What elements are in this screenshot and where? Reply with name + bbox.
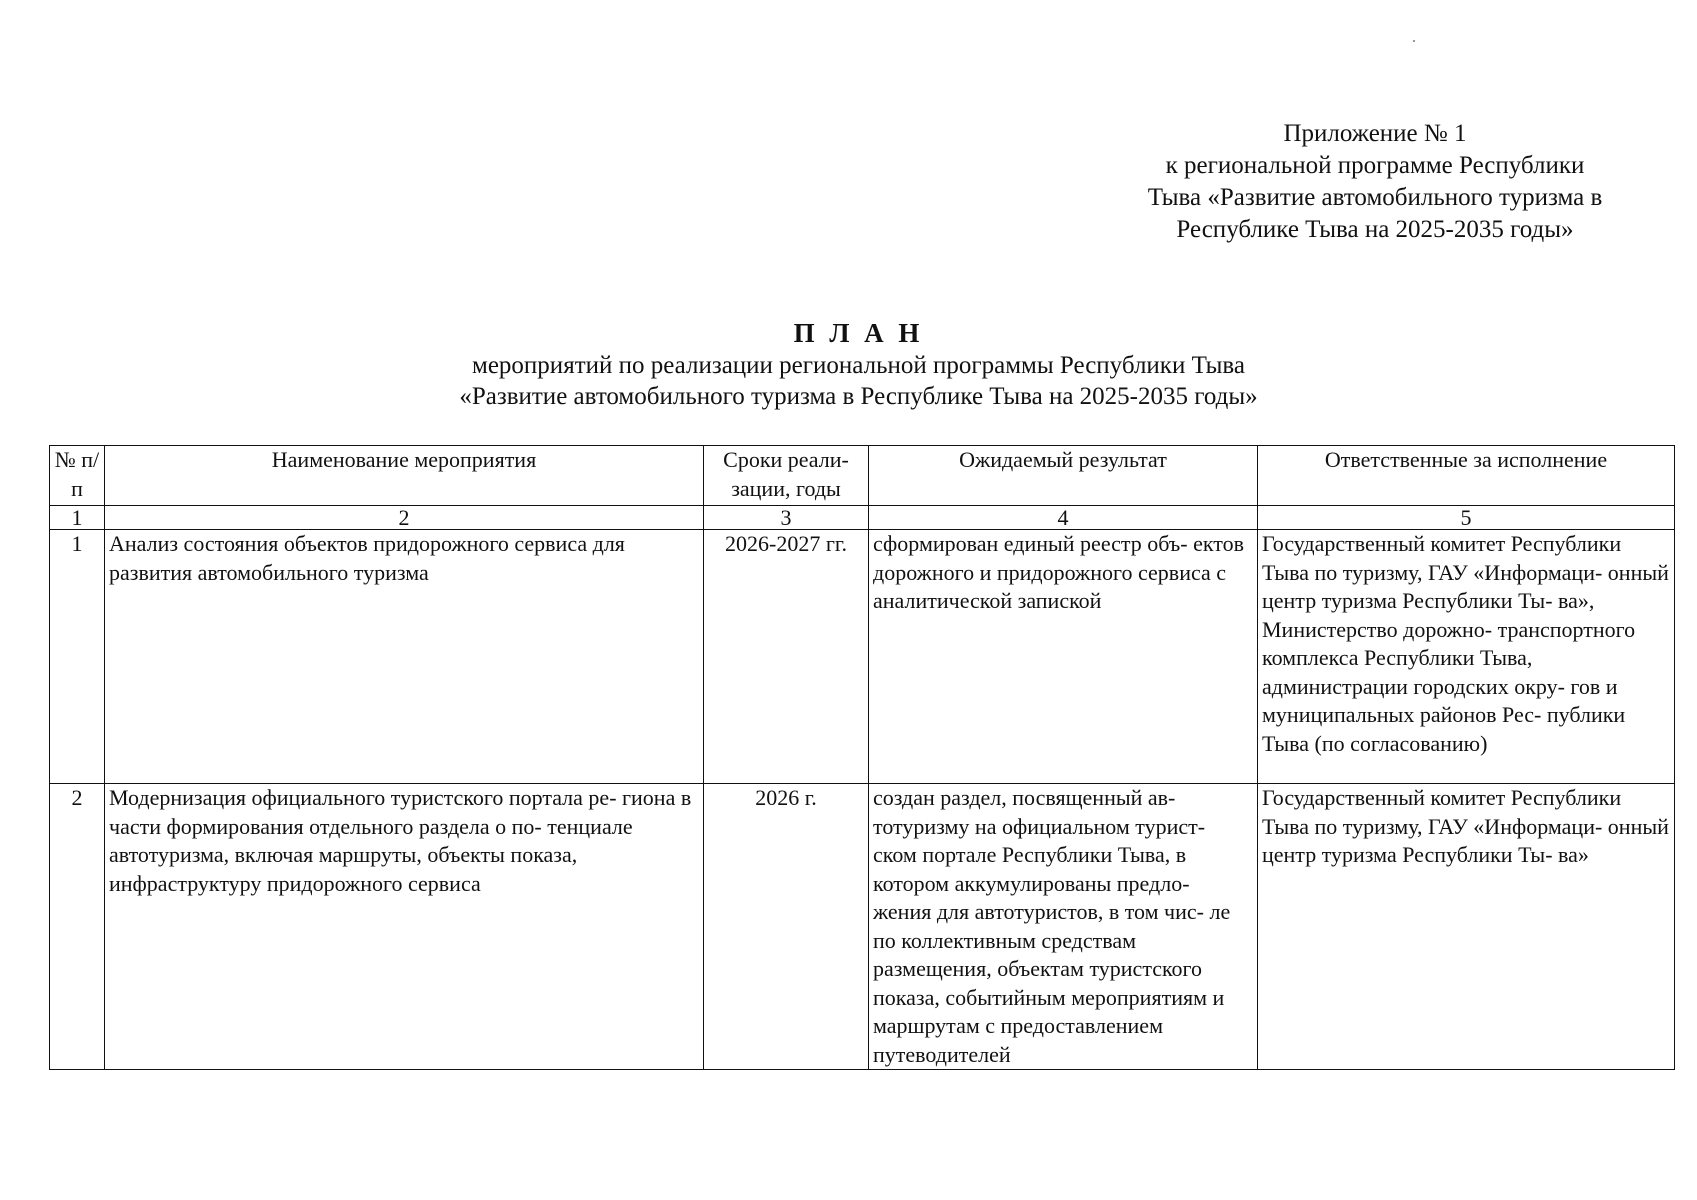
column-number: 1: [50, 506, 105, 530]
plan-subtitle-line: мероприятий по реализации региональной программы Республики Тыва: [472, 352, 1245, 379]
appendix-line: Тыва «Развитие автомобильного туризма в: [1147, 184, 1603, 211]
row-number: 2: [50, 784, 105, 1070]
appendix-line: Республике Тыва на 2025-2035 годы»: [1176, 216, 1574, 243]
document-title: [0, 316, 1697, 412]
appendix-line: к региональной программе Республики: [1165, 152, 1585, 179]
table-row: [50, 530, 1675, 784]
column-number-row: [50, 506, 1675, 530]
header-activity: Наименование мероприятия: [105, 446, 704, 506]
plan-table: [49, 445, 1675, 1070]
expected-result: создан раздел, посвященный ав- тотуризму на официальном турист- ском портале Республики Тыва, в котором аккумулированы предло- жения для автотуристов, в том чис- ле по коллективным средствам размещения, объектам туристского показа, событийным мероприятиям и маршрутам с предоставлением путеводителей: [869, 784, 1258, 1070]
implementation-period: 2026 г.: [704, 784, 869, 1070]
plan-subtitle-line: «Развитие автомобильного туризма в Республике Тыва на 2025-2035 годы»: [459, 383, 1258, 410]
activity-name: Анализ состояния объектов придорожного сервиса для развития автомобильного туризма: [105, 530, 704, 784]
column-number: 4: [869, 506, 1258, 530]
activity-name: Модернизация официального туристского портала ре- гиона в части формирования отдельного раздела о по- тенциале автотуризма, включая маршруты, объекты показа, инфраструктуру придорожного сервиса: [105, 784, 704, 1070]
column-number: 5: [1258, 506, 1675, 530]
appendix-line: Приложение № 1: [1283, 120, 1467, 147]
scan-speck: [1413, 40, 1415, 42]
table-row: [50, 784, 1675, 1070]
header-number: № п/п: [50, 446, 105, 506]
column-number: 2: [105, 506, 704, 530]
table-header-row: [50, 446, 1675, 506]
column-number: 3: [704, 506, 869, 530]
header-responsible: Ответственные за исполнение: [1258, 446, 1675, 506]
row-number: 1: [50, 530, 105, 784]
expected-result: сформирован единый реестр объ- ектов дорожного и придорожного сервиса с аналитической запиской: [869, 530, 1258, 784]
plan-heading: П Л А Н: [793, 318, 924, 348]
implementation-period: 2026-2027 гг.: [704, 530, 869, 784]
header-result: Ожидаемый результат: [869, 446, 1258, 506]
appendix-note: [1105, 118, 1645, 246]
responsible-parties: Государственный комитет Республики Тыва по туризму, ГАУ «Информаци- онный центр туризма Республики Ты- ва», Министерство дорожно- транспортного комплекса Республики Тыва, администрации городских окру- гов и муниципальных районов Рес- публики Тыва (по согласованию): [1258, 530, 1675, 784]
responsible-parties: Государственный комитет Республики Тыва по туризму, ГАУ «Информаци- онный центр туризма Республики Ты- ва»: [1258, 784, 1675, 1070]
header-period: Сроки реали- зации, годы: [704, 446, 869, 506]
